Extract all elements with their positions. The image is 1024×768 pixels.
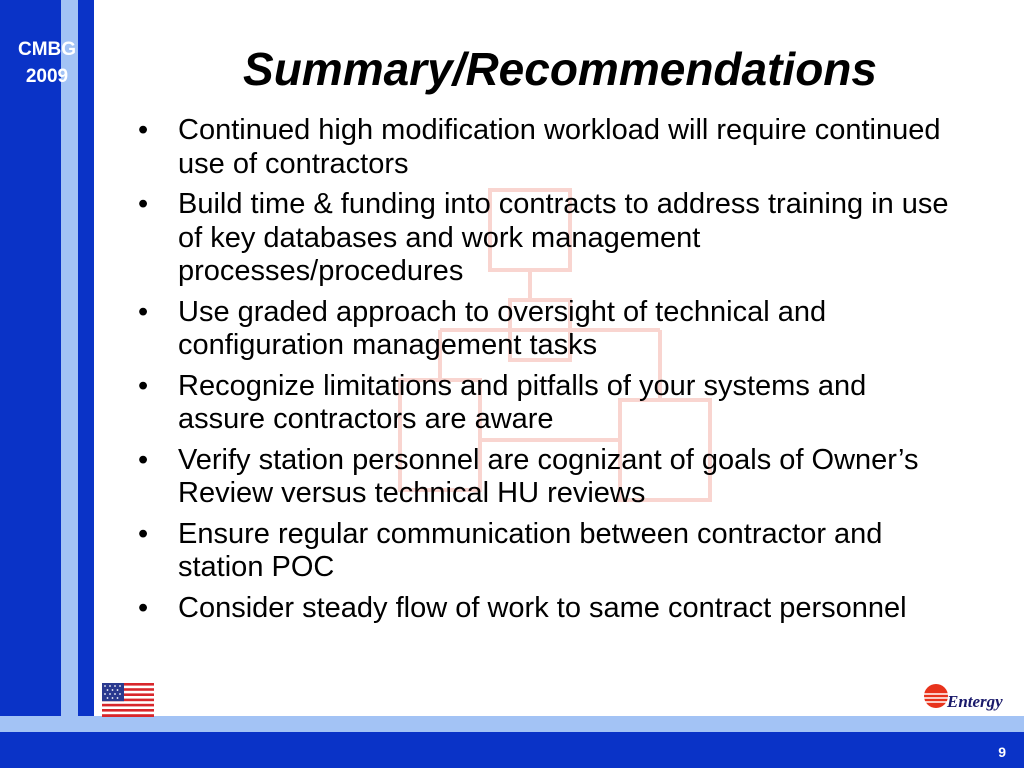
us-flag-icon [102,683,154,717]
bullet-marker: • [138,443,149,476]
bullet-marker: • [138,295,149,328]
bullet-list [138,114,958,632]
left-navy-edge [78,0,94,768]
left-navy-bar [0,0,61,768]
bullet-text: Consider steady flow of work to same contract personnel [178,591,907,624]
logo-text: Entergy [947,692,1003,711]
bottom-navy-bar [94,732,1024,768]
bullet-item [138,592,958,626]
bullet-marker: • [138,591,149,624]
bottom-left-fill [0,732,94,768]
bullet-item [138,370,958,437]
conference-name: CMBG [17,39,77,60]
conference-year: 2009 [25,66,69,87]
bullet-item [138,444,958,511]
bullet-item [138,518,958,585]
left-light-stripe [61,0,78,768]
bottom-light-stripe [0,716,1024,732]
slide-title: Summary/Recommendations [243,43,877,95]
bullet-text: Verify station personnel are cognizant of goals of Owner’s Review versus technical HU reviews [178,443,919,509]
bullet-text: Build time & funding into contracts to address training in use of key databases and work management processes/procedures [178,188,949,287]
bullet-item [138,114,958,181]
bullet-item [138,296,958,363]
bullet-marker: • [138,188,149,220]
slide-number: 9 [998,744,1006,760]
bullet-text: Recognize limitations and pitfalls of your systems and assure contractors are aware [178,369,867,435]
bullet-text: Ensure regular communication between contractor and station POC [178,517,883,583]
bullet-text: Use graded approach to oversight of technical and configuration management tasks [178,295,827,361]
bullet-marker: • [138,369,149,402]
bullet-text: Continued high modification workload will require continued use of contractors [178,114,941,180]
bullet-marker: • [138,114,149,146]
bullet-marker: • [138,517,149,550]
conference-label [0,36,94,90]
bullet-item [138,188,958,289]
